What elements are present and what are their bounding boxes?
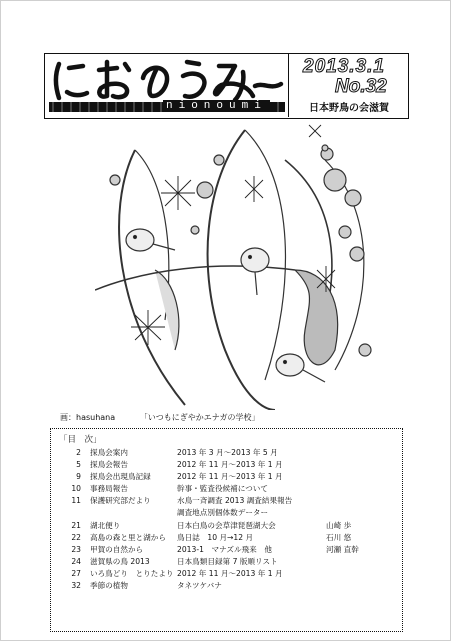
toc-description: 水鳥一斉調査 2013 調査結果報告: [177, 496, 293, 505]
toc-page: 21: [71, 521, 81, 530]
toc-description: 幹事・監査役候補について: [177, 484, 268, 493]
toc-author: 石川 悠: [326, 533, 352, 542]
toc-section: 滋賀県の鳥 2013: [90, 557, 150, 566]
table-of-contents: [50, 428, 403, 632]
logo-lettering-icon: [49, 56, 285, 102]
toc-description: 2012 年 11 月～2013 年 1 月: [177, 472, 283, 481]
toc-description: 2012 年 11 月～2013 年 1 月: [177, 460, 283, 469]
toc-description: 2012 年 11 月～2013 年 1 月: [177, 569, 283, 578]
toc-page: 22: [71, 533, 81, 542]
toc-section: 高島の森と里と湖から: [90, 533, 166, 542]
toc-description: 日本白鳥の会草津琵琶湖大会: [177, 521, 276, 530]
toc-section: 探鳥会出現鳥記録: [90, 472, 151, 481]
toc-page: 23: [71, 545, 81, 554]
toc-author: 山崎 歩: [326, 521, 352, 530]
toc-page: 11: [71, 496, 81, 505]
toc-description: 2013-1 マナズル飛来 他: [177, 545, 272, 554]
issue-date: 2013.3.1: [303, 56, 385, 77]
toc-section: 保護研究部だより: [90, 496, 151, 505]
caption-title: 「いつもにぎやかエナガの学校」: [139, 413, 260, 422]
logo-subtitle: nionoumi: [163, 100, 270, 112]
toc-page: 2: [76, 448, 81, 457]
long-tailed-tit-illustration-icon: [95, 120, 395, 410]
toc-section: いろ鳥どり とりたより: [90, 569, 174, 578]
toc-section: 探鳥会案内: [90, 448, 128, 457]
caption-artist: 画：hasuhana: [60, 413, 116, 422]
toc-page: 5: [76, 460, 81, 469]
toc-section: 事務局報告: [90, 484, 128, 493]
toc-page: 10: [71, 484, 81, 493]
toc-description: 鳥日誌 10 月→12 月: [177, 533, 254, 542]
logo: [45, 54, 289, 117]
toc-description: 2013 年 3 月～2013 年 5 月: [177, 448, 278, 457]
organization-name: 日本野鳥の会滋賀: [309, 103, 389, 114]
toc-page: 32: [71, 581, 81, 590]
toc-section: 季節の植物: [90, 581, 128, 590]
toc-description: タネツケバナ: [177, 581, 222, 590]
toc-section: 湖北便り: [90, 521, 121, 530]
masthead: [44, 53, 409, 119]
toc-description: 日本鳥類目録第 7 版順リスト: [177, 557, 278, 566]
toc-description: 調査地点別個体数データー: [177, 508, 269, 517]
toc-section: 甲賀の自然から: [90, 545, 144, 554]
issue-number: No.32: [335, 76, 387, 97]
toc-page: 24: [71, 557, 81, 566]
toc-author: 河瀬 直幹: [326, 545, 359, 554]
toc-title: 「目 次」: [59, 435, 102, 445]
toc-page: 9: [76, 472, 81, 481]
toc-page: 27: [71, 569, 81, 578]
toc-section: 探鳥会報告: [90, 460, 128, 469]
illustration-caption: [60, 412, 282, 423]
